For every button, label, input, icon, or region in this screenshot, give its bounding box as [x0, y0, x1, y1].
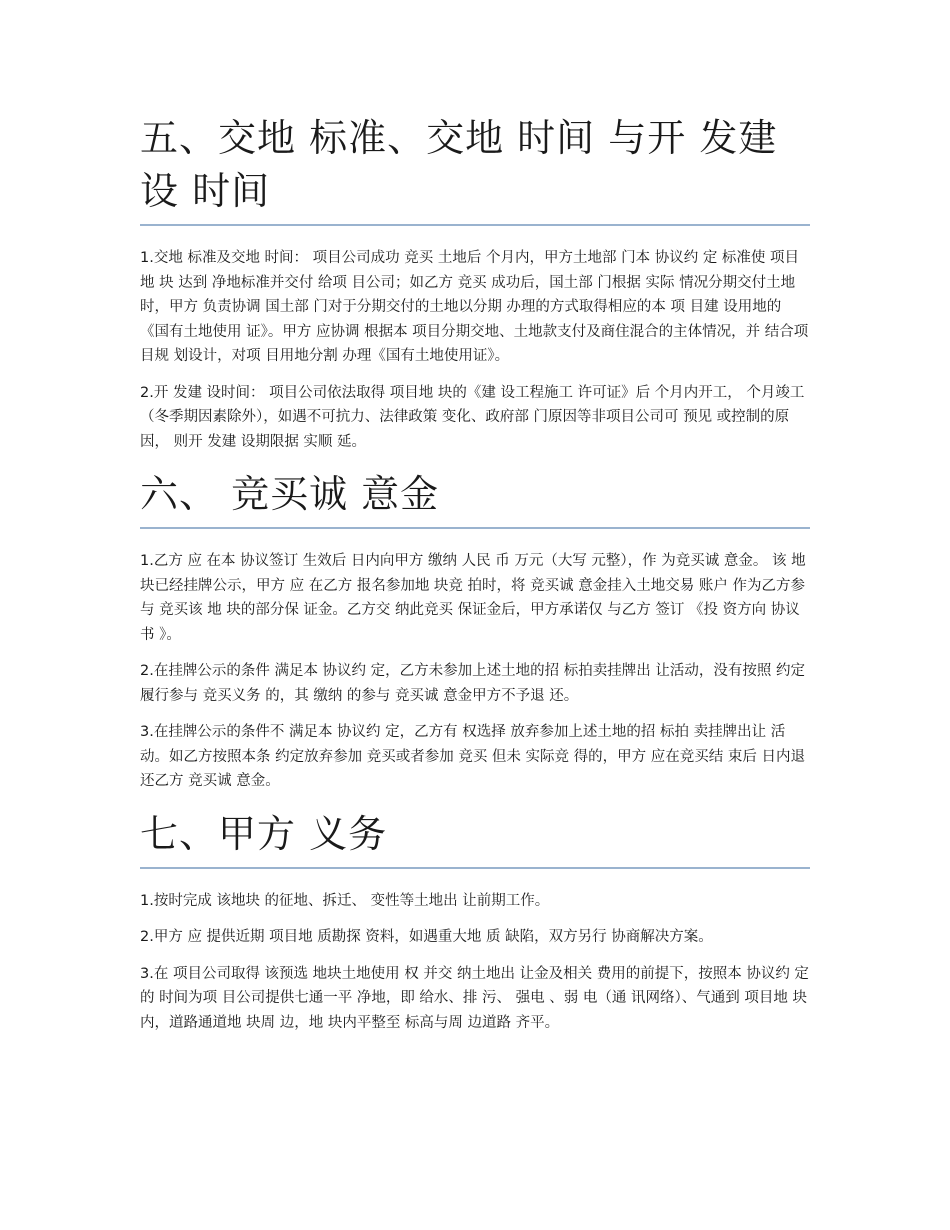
- section-6: [140, 468, 810, 804]
- section-7: [140, 808, 810, 1046]
- section-body: [140, 529, 810, 804]
- paragraph: 3.在挂牌公示的条件不 满足本 协议约 定，乙方有 权选择 放弃参加上述土地的招 标拍 卖挂牌出让 活动。如乙方按照本条 约定放弃参加 竞买或者参加 竞买 但未 实际竞 得的，甲方 应在竞买结 束后 日内退 还乙方 竞买诚 意金。: [140, 724, 805, 789]
- section-5: [140, 112, 810, 464]
- paragraph: 1.交地 标准及交地 时间： 项目公司成功 竞买 土地后 个月内，甲方土地部 门本 协议约 定 标准使 项目地 块 达到 净地标准并交付 给项 目公司；如乙方 竞买 成功后，国土部 门根据 实际 情况分期交付土地 时，甲方 负责协调 国土部 门对于分期交付的土地以分期 办理的方式取得相应的本 项 目建 设用地的《国有土地使用 证》。甲方 应协调 根据本 项目分期交地、土地款支付及商住混合的主体情况，并 结合项目规 划设计，对项 目用地分割 办理《国有土地使用证》。: [140, 250, 809, 364]
- section-heading: 六、 竞买诚 意金: [140, 468, 810, 529]
- paragraph: 1.按时完成 该地块 的征地、拆迁、 变性等土地出 让前期工作。: [140, 892, 550, 909]
- paragraph: 2.甲方 应 提供近期 项目地 质勘探 资料，如遇重大地 质 缺陷，双方另行 协商解决方案。: [140, 929, 713, 945]
- document-page: [140, 112, 810, 1049]
- paragraph: 2.在挂牌公示的条件 满足本 协议约 定，乙方未参加上述土地的招 标拍卖挂牌出 让活动，没有按照 约定履行参与 竞买义务 的，其 缴纳 的参与 竞买诚 意金甲方不予退 还。: [140, 663, 805, 704]
- section-body: [140, 226, 810, 464]
- section-heading: 五、交地 标准、交地 时间 与开 发建设 时间: [140, 112, 810, 226]
- paragraph: 1.乙方 应 在本 协议签订 生效后 日内向甲方 缴纳 人民 币 万元（大写 元整），作 为竞买诚 意金。 该 地块已经挂牌公示，甲方 应 在乙方 报名参加地 块竞 拍时，将 竞买诚 意金挂入土地交易 账户 作为乙方参与 竞买该 地 块的部分保 证金。乙方交 纳此竞买 保证金后，甲方承诺仅 与乙方 签订 《投 资方向 协议书 》。: [140, 553, 806, 643]
- paragraph: 3.在 项目公司取得 该预选 地块土地使用 权 并交 纳土地出 让金及相关 费用的前提下，按照本 协议约 定 的 时间为项 目公司提供七通一平 净地，即 给水、排 污、 强电 、弱 电（通 讯网络）、气通到 项目地 块内，道路通道地 块周 边，地 块内平整至 标高与周 边道路 齐平。: [140, 965, 809, 1031]
- section-heading: 七、甲方 义务: [140, 808, 810, 869]
- paragraph: 2.开 发建 设时间： 项目公司依法取得 项目地 块的《建 设工程施工 许可证》后 个月内开工， 个月竣工（冬季期因素除外），如遇不可抗力、法律政策 变化、政府部 门原因等非项目公司可 预见 或控制的原因， 则开 发建 设期限据 实顺 延。: [140, 384, 805, 450]
- section-body: [140, 869, 810, 1046]
